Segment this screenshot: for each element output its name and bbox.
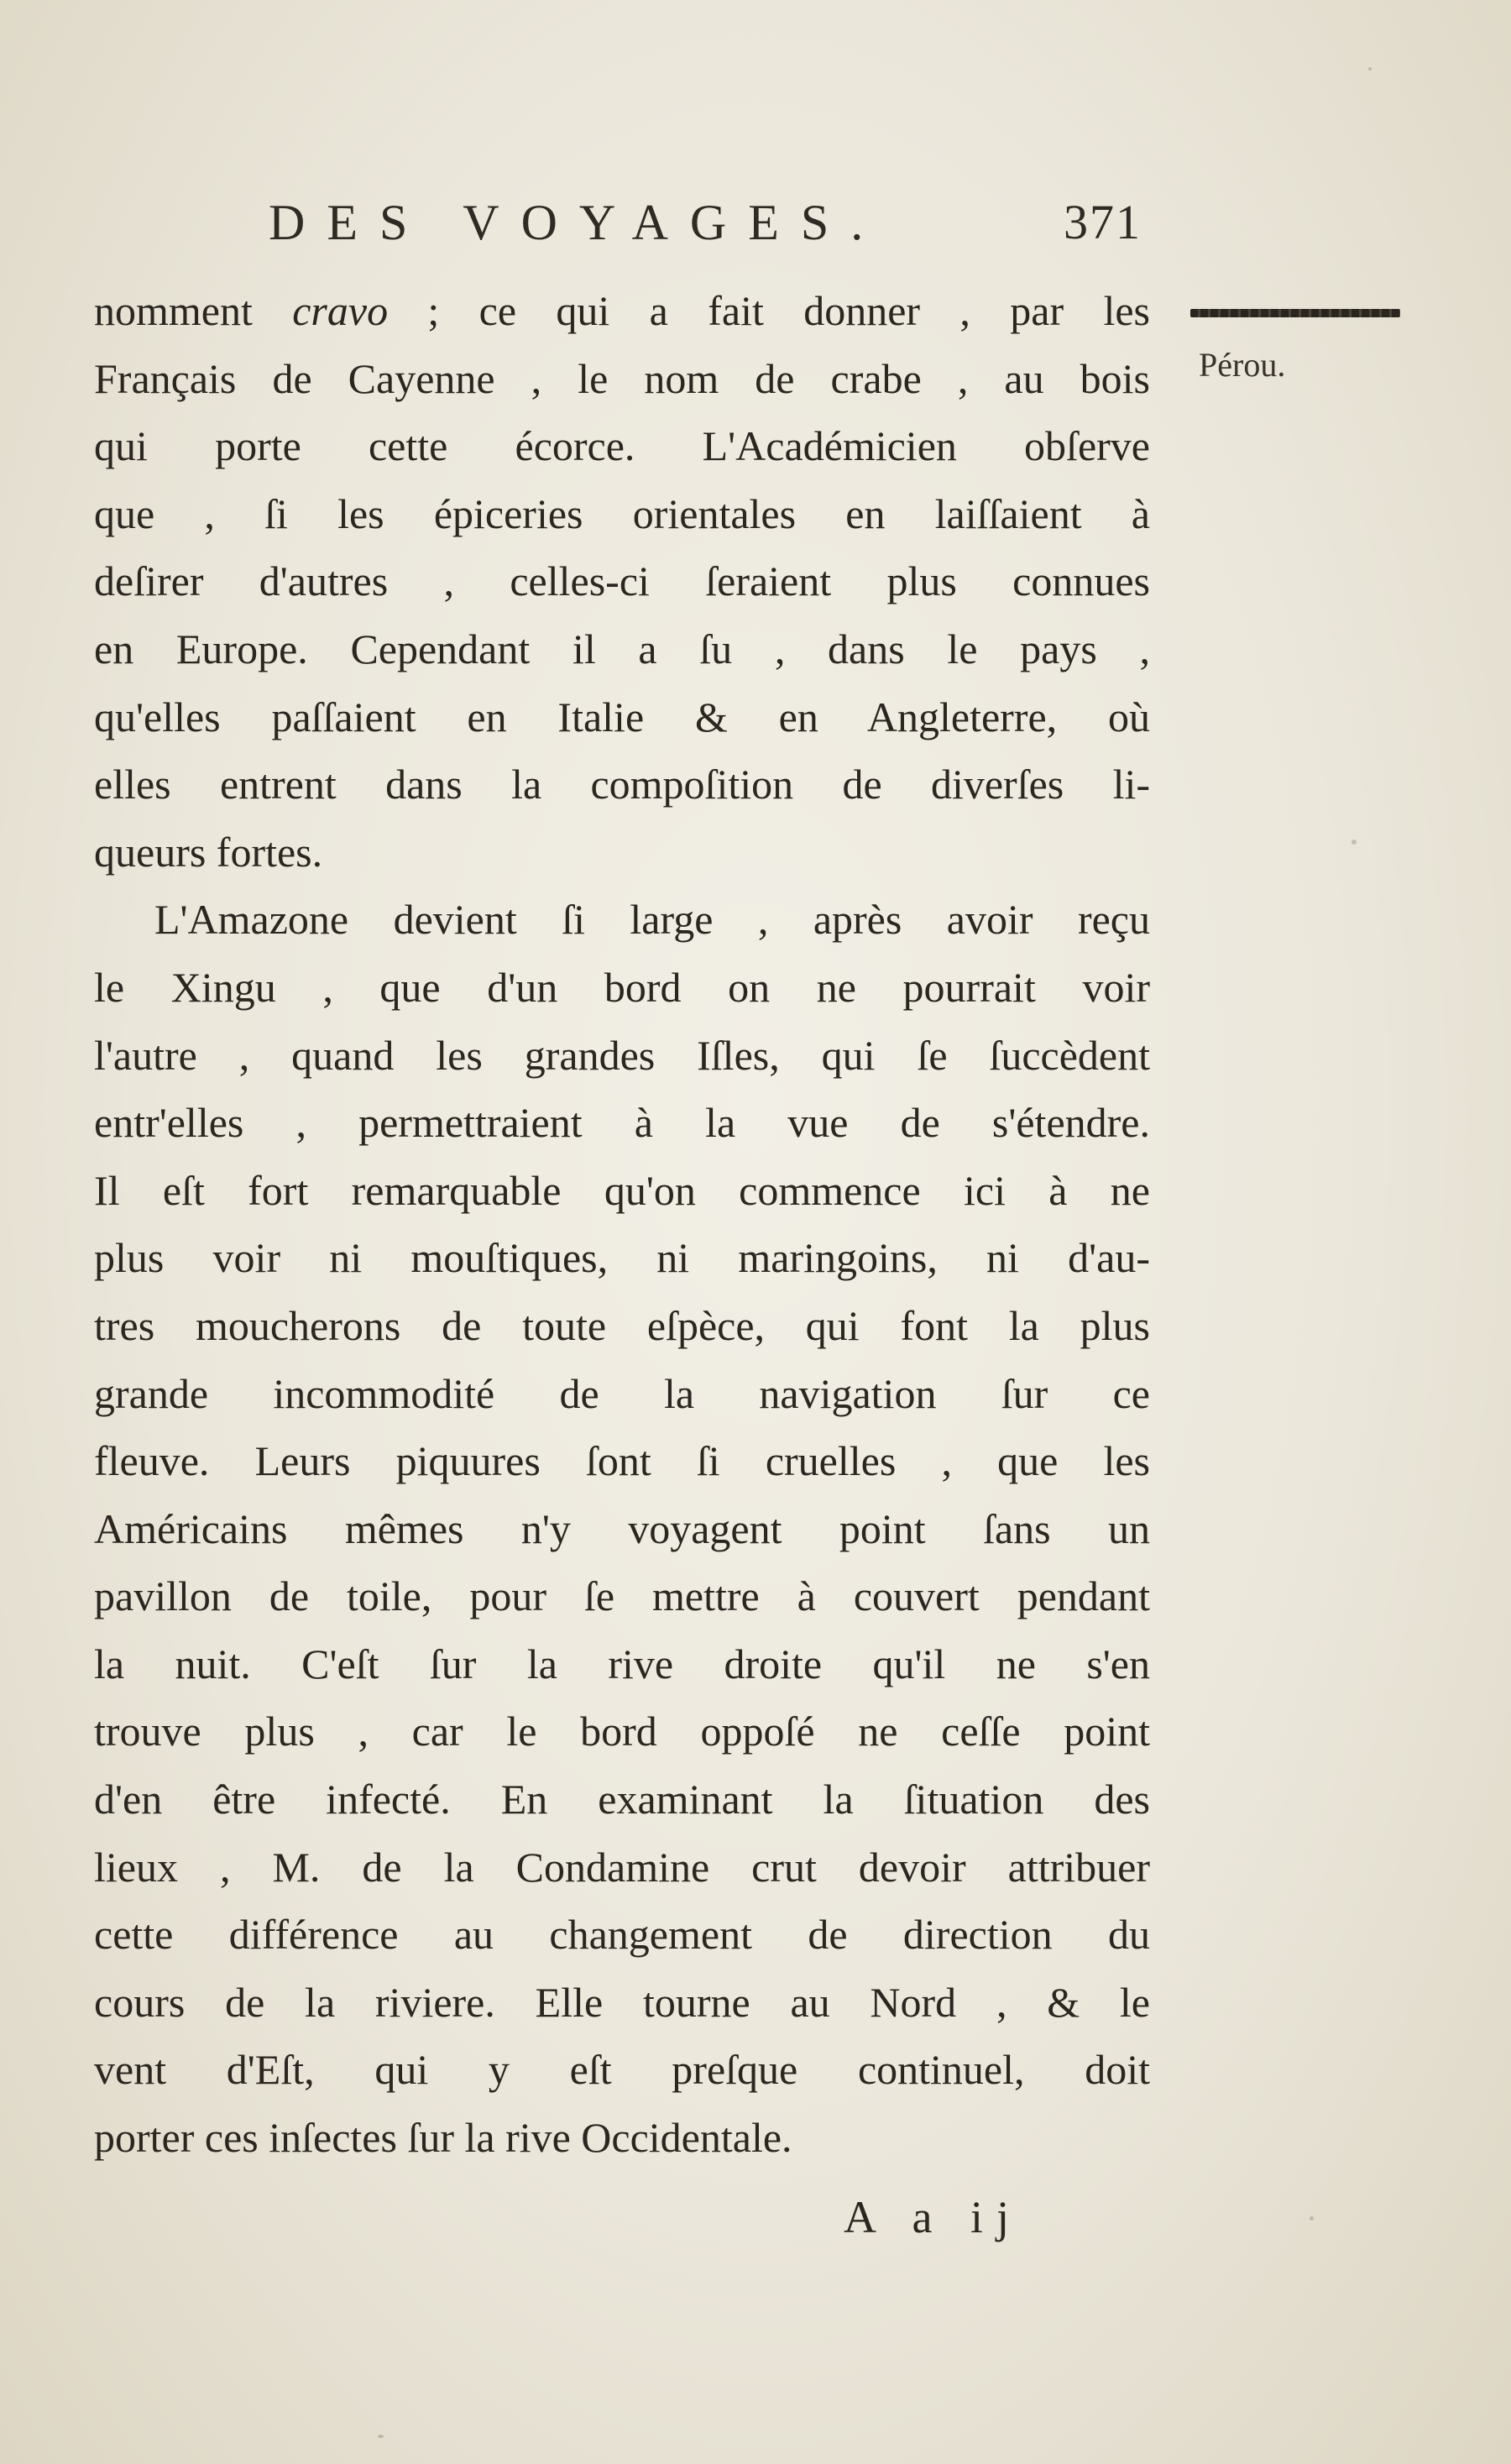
text-line: cette différence au changement de direction du — [94, 1911, 1150, 1959]
text-line: Américains mêmes n'y voyagent point ſans un — [94, 1504, 1150, 1552]
text-line: la nuit. C'eſt ſur la rive droite qu'il ne s'en — [94, 1640, 1150, 1687]
text-line: tres moucherons de toute eſpèce, qui font la plus — [94, 1301, 1150, 1349]
text-line: porter ces inſectes ſur la rive Occidentale. — [94, 2114, 792, 2162]
running-head — [269, 189, 1142, 256]
text-line: queurs fortes. — [94, 828, 323, 876]
text-line — [94, 277, 1150, 345]
text-line: L'Amazone devient ſi large , après avoir reçu — [154, 896, 1150, 944]
paper-speck — [1352, 840, 1357, 845]
margin-note: Pérou. — [1199, 346, 1286, 384]
text-line: plus voir ni mouſtiques, ni maringoins, ni d'au- — [94, 1234, 1150, 1282]
text-line: lieux , M. de la Condamine crut devoir attribuer — [94, 1843, 1150, 1891]
text-line: fleuve. Leurs piquures ſont ſi cruelles , que les — [94, 1437, 1150, 1485]
text-line: qui porte cette écorce. L'Académicien obſerve — [94, 422, 1150, 470]
text-line-segment: ; ce qui a fait donner , par les — [388, 287, 1150, 334]
text-line: l'autre , quand les grandes Iſles, qui ſe ſuccèdent — [94, 1031, 1150, 1079]
text-line: Il eſt fort remarquable qu'on commence ici à ne — [94, 1166, 1150, 1214]
text-line: cours de la riviere. Elle tourne au Nord , & le — [94, 1978, 1150, 2026]
text-line: le Xingu , que d'un bord on ne pourrait voir — [94, 963, 1150, 1011]
page-number: 371 — [1064, 195, 1142, 249]
text-line: en Europe. Cependant il a ſu , dans le pays , — [94, 625, 1150, 672]
text-line: qu'elles paſſaient en Italie & en Angleterre, où — [94, 693, 1150, 740]
text-line: elles entrent dans la compoſition de diverſes li- — [94, 761, 1150, 808]
italic-term: cravo — [292, 287, 389, 334]
margin-rule — [1190, 309, 1400, 317]
paper-speck — [378, 2435, 384, 2438]
text-line: trouve plus , car le bord oppoſé ne ceſſe point — [94, 1708, 1150, 1755]
text-line: pavillon de toile, pour ſe mettre à couvert pendant — [94, 1572, 1150, 1620]
text-line: que , ſi les épiceries orientales en laiſſaient à — [94, 489, 1150, 537]
text-line: Français de Cayenne , le nom de crabe , au bois — [94, 354, 1150, 402]
text-line: grande incommodité de la navigation ſur ce — [94, 1369, 1150, 1417]
text-line: deſirer d'autres , celles-ci ſeraient plus connues — [94, 557, 1150, 605]
body-text — [94, 277, 1150, 2172]
text-line-segment: nomment — [94, 287, 293, 334]
signature-mark: A a ij — [844, 2192, 1022, 2242]
text-line: d'en être infecté. En examinant la ſituation des — [94, 1776, 1150, 1823]
running-head-title: DES VOYAGES. — [269, 195, 886, 250]
text-line: entr'elles , permettraient à la vue de s'étendre. — [94, 1099, 1150, 1147]
text-line: vent d'Eſt, qui y eſt preſque continuel, doit — [94, 2046, 1150, 2094]
paper-speck — [1310, 2216, 1314, 2221]
paper-speck — [1368, 67, 1372, 71]
